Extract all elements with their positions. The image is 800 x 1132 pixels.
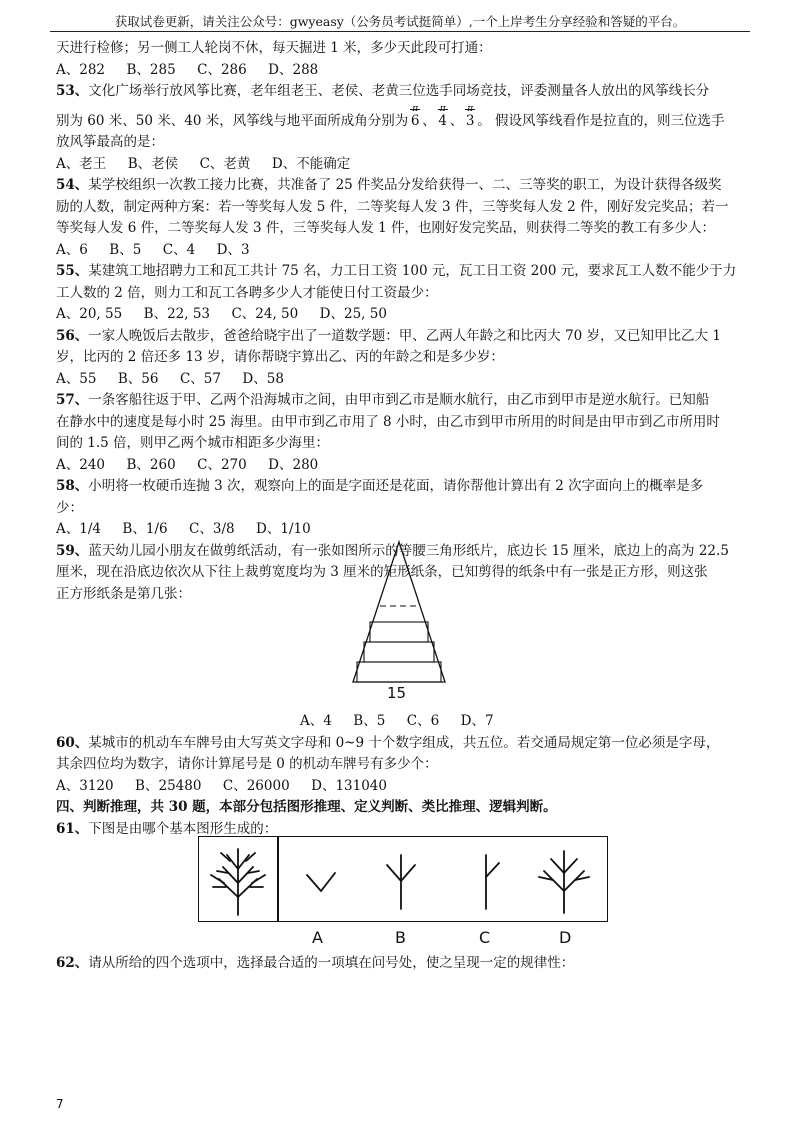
triangle-diagram <box>349 540 449 708</box>
fraction-bar <box>410 109 420 110</box>
q57-stem-line2: 在静水中的速度是每小时 25 海里。由甲市到乙市用了 8 小时，由乙市到甲市所用的时间是由甲市到乙市所用时 <box>56 413 720 430</box>
option-label-c: C <box>479 928 491 947</box>
q53-text-a: 文化广场举行放风筝比赛，老年组老王、老侯、老黄三位选手同场竞技，评委测量各人放出的风筝线长分 <box>88 83 710 99</box>
option-a-shape <box>307 873 335 891</box>
q59-stem-line2: 厘米，现在沿底边依次从下往上裁剪宽度均为 3 厘米的矩形纸条，已知剪得的纸条中有一张是正方形，则这张 <box>56 564 708 580</box>
section-4-heading: 四、判断推理，共 30 题，本部分包括图形推理、定义判断、类比推理、逻辑判断。 <box>56 799 557 815</box>
q58-options: A、1/4 B、1/6 C、3/8 D、1/10 <box>56 521 311 537</box>
q53-options: A、老王 B、老侯 C、老黄 D、不能确定 <box>56 155 351 172</box>
q61-figure-box <box>198 836 608 922</box>
q58-number: 58、 <box>56 478 89 494</box>
q53-text-b2: 。 假设风筝线看作是拉直的，则三位选手 <box>477 112 725 129</box>
q55-stem-line2: 工人数的 2 倍，则力工和瓦工各聘多少人才能使日付工资最少： <box>56 284 438 301</box>
q61-figures <box>199 837 609 923</box>
q57-stem-line1 <box>56 390 746 412</box>
tree-figure <box>211 849 265 915</box>
q62-stem-line1 <box>56 953 746 975</box>
q61-text-a: 下图是由哪个基本图形生成的： <box>88 820 278 837</box>
q56-text-a: 一家人晚饭后去散步，爸爸给晓宇出了一道数学题：甲、乙两人年龄之和比丙大 70 岁，又已知甲比乙大 1 <box>88 327 721 344</box>
q55-text-a: 某建筑工地招聘力工和瓦工共计 75 名，力工日工资 100 元，瓦工日工资 200 元，要求瓦工人数不能少于力 <box>88 263 737 279</box>
triangle-base-label: 15 <box>387 684 407 702</box>
option-c-shape <box>486 855 499 909</box>
fraction-denominator: 6 <box>410 112 420 129</box>
option-b-shape <box>387 855 415 909</box>
q62-text-a: 请从所给的四个选项中，选择最合适的一项填在问号处，使之呈现一定的规律性： <box>88 955 575 971</box>
q56-stem-line1 <box>56 326 746 348</box>
q59-triangle-figure <box>349 540 449 712</box>
q61-option-labels <box>198 928 608 950</box>
q59-stem-line3: 正方形纸条是第几张： <box>56 585 191 602</box>
q55-number: 55、 <box>56 263 89 279</box>
q54-options: A、6 B、5 C、4 D、3 <box>56 241 250 258</box>
q60-number: 60、 <box>56 734 89 751</box>
page-number: 7 <box>56 1097 64 1111</box>
q57-options: A、240 B、260 C、270 D、280 <box>56 456 319 473</box>
option-label-a: A <box>312 928 323 947</box>
q62-number: 62、 <box>56 955 89 971</box>
option-label-d: D <box>559 928 572 947</box>
fraction-pi-over-6 <box>408 111 422 133</box>
q58-stem-line2: 少： <box>56 499 83 516</box>
q60-stem-line1 <box>56 733 746 755</box>
q56-number: 56、 <box>56 327 89 344</box>
q59-number: 59、 <box>56 542 89 559</box>
fraction-pi-over-4 <box>436 111 450 133</box>
q57-text-a: 一条客船往返于甲、乙两个沿海城市之间，由甲市到乙市是顺水航行，由乙市到甲市是逆水航行。已知船 <box>88 392 710 408</box>
q54-stem-line2: 励的人数，制定两种方案：若一等奖每人发 5 件，二等奖每人发 3 件，三等奖每人发 2 件，刚好发完奖品；若一 <box>56 198 729 215</box>
q54-text-a: 某学校组织一次教工接力比赛，共准备了 25 件奖品分发给获得一、二、三等奖的职工，为设计获得各级奖 <box>88 177 722 193</box>
q57-number: 57、 <box>56 392 89 408</box>
option-d-shape <box>539 851 589 913</box>
fraction-pi-over-3 <box>463 111 477 133</box>
q52-options: A、282 B、285 C、286 D、288 <box>56 61 319 78</box>
fraction-denominator: 3 <box>465 112 475 129</box>
q56-options: A、55 B、56 C、57 D、58 <box>56 370 284 387</box>
q58-text-a: 小明将一枚硬币连抛 3 次，观察向上的面是字面还是花面，请你帮他计算出有 2 次字面向上的概率是多 <box>88 478 704 494</box>
q58-stem-line1 <box>56 476 746 498</box>
q60-stem-line2: 其余四位均为数字，请你计算尾号是 0 的机动车牌号有多少个： <box>56 756 438 772</box>
q53-stem-line3: 放风筝最高的是： <box>56 134 164 150</box>
q59-options: A、4 B、5 C、6 D、7 <box>300 713 494 729</box>
q56-stem-line2: 岁，比丙的 2 倍还多 13 岁，请你帮晓宇算出乙、丙的年龄之和是多少岁： <box>56 349 504 365</box>
q53-stem-line2: 别为 60 米、50 米、40 米，风筝线与地平面所成角分别为 6 、 4 、 3 。 假设风筝线看作是拉直的，则三位选手 <box>56 111 746 133</box>
header-divider <box>50 31 750 32</box>
fraction-bar <box>465 109 475 110</box>
q59-text-a: 蓝天幼儿园小朋友在做剪纸活动，有一张如图所示的等腰三角形纸片，底边长 15 厘米，底边上的高为 22.5 <box>88 542 729 559</box>
exam-content-lower <box>56 711 746 840</box>
q53-number: 53、 <box>56 83 89 99</box>
q57-stem-line3: 间的 1.5 倍，则甲乙两个城市相距多少海里： <box>56 435 330 451</box>
fraction-bar <box>438 109 448 110</box>
q53-stem-line1 <box>56 81 746 103</box>
page-header-notice: 获取试卷更新，请关注公众号：gwyeasy（公务员考试挺简单）,一个上岸考生分享经验和答疑的平台。 <box>114 14 686 29</box>
exam-content <box>56 38 746 605</box>
q54-stem-line1 <box>56 175 746 197</box>
q54-stem-line3: 等奖每人发 6 件，二等奖每人发 3 件，三等奖每人发 1 件，也刚好发完奖品，则获得二等奖的教工有多少人： <box>56 220 716 236</box>
q54-number: 54、 <box>56 177 89 193</box>
q52-continuation: 天进行检修；另一侧工人轮岗不休，每天掘进 1 米，多少天此段可打通： <box>56 40 492 56</box>
q61-number: 61、 <box>56 820 89 837</box>
q60-text-a: 某城市的机动车车牌号由大写英文字母和 0~9 十个数字组成，共五位。若交通局规定第一位必须是字母， <box>88 734 720 751</box>
q60-options: A、3120 B、25480 C、26000 D、131040 <box>56 777 387 794</box>
q55-stem-line1 <box>56 261 746 283</box>
exam-content-bottom <box>56 953 746 975</box>
option-label-b: B <box>395 928 406 947</box>
fraction-denominator: 4 <box>438 112 447 129</box>
q55-options: A、20, 55 B、22, 53 C、24, 50 D、25, 50 <box>56 306 387 322</box>
q53-text-b1: 别为 60 米、50 米、40 米，风筝线与地平面所成角分别为 <box>56 112 409 129</box>
